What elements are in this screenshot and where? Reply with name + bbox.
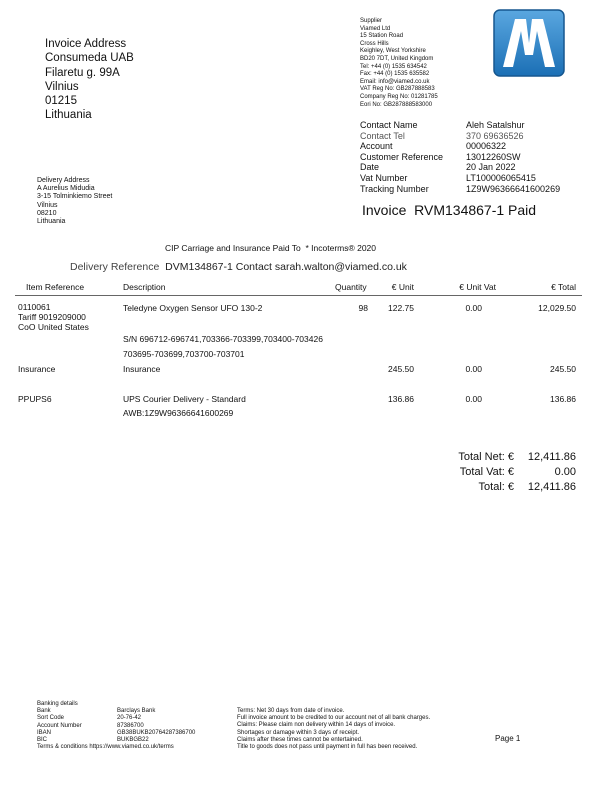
bank-label: Account Number: [37, 722, 82, 729]
contact-row: [360, 120, 560, 131]
total-net-label: Total Net: €: [458, 451, 514, 463]
item-description: Insurance: [123, 364, 161, 374]
contact-row: [360, 131, 560, 142]
bank-row: [37, 708, 195, 715]
item-quantity: 98: [358, 303, 368, 313]
contact-row: [360, 152, 560, 163]
item-serials: 703695-703699,703700-703701: [123, 349, 245, 359]
invoice-address: [45, 37, 134, 123]
terms-line: Terms: Net 30 days from date of invoice.: [237, 708, 345, 714]
contact-value: Aleh Satalshur: [466, 120, 525, 130]
item-unit-price: 122.75: [388, 303, 414, 313]
supplier-line: Tel: +44 (0) 1535 634542: [360, 63, 427, 70]
item-unit-price: 136.86: [388, 394, 414, 404]
delivery-reference-value: DVM134867-1 Contact sarah.walton@viamed.co.uk: [165, 261, 407, 273]
contact-value: 13012260SW: [466, 151, 521, 162]
item-serials: S/N 696712-696741,703366-703399,703400-703426: [123, 334, 323, 344]
total-value: 12,411.86: [527, 481, 576, 493]
supplier-line: Eori No: GB287888583000: [360, 101, 433, 108]
contact-label: Contact Tel: [360, 130, 405, 141]
delivery-address-line: 3-15 Tolminkiemo Street: [37, 193, 113, 201]
delivery-address-line: Lithuania: [37, 218, 66, 226]
delivery-address-line: Vilnius: [37, 201, 58, 209]
supplier-line: Fax: +44 (0) 1535 635582: [360, 71, 430, 78]
bank-value: Barclays Bank: [117, 708, 156, 715]
terms-link[interactable]: Terms & conditions https://www.viamed.co.uk/terms: [37, 744, 174, 751]
item-reference: PPUPS6: [18, 394, 52, 404]
total-label: Total: €: [478, 481, 514, 493]
supplier-line: Keighley, West Yorkshire: [360, 48, 426, 55]
invoice-address-line: Consumeda UAB: [45, 52, 134, 65]
terms-line: Claims: Please claim non delivery within 14 days of invoice.: [237, 722, 396, 729]
item-unit-vat: 0.00: [465, 303, 482, 313]
contact-label: Customer Reference: [360, 151, 444, 162]
bank-label: Bank: [37, 708, 51, 715]
contact-label: Vat Number: [360, 172, 408, 183]
supplier-line: BD20 7DT, United Kingdom: [360, 55, 434, 62]
incoterms-line: CIP Carriage and Insurance Paid To * Incoterms® 2020: [165, 243, 377, 253]
bank-row: [37, 723, 195, 730]
header-unit-vat: € Unit Vat: [459, 282, 496, 292]
invoice-address-line: Invoice Address: [45, 38, 127, 50]
bank-value: 20-76-42: [117, 715, 142, 722]
contact-value: 1Z9W96366641600269: [466, 183, 561, 194]
contact-label: Contact Name: [360, 120, 418, 130]
contact-label: Date: [360, 162, 380, 173]
supplier-line: Company Reg No: 01281785: [360, 93, 438, 100]
item-unit-price: 245.50: [388, 364, 414, 374]
terms-line: Claims after these times cannot be entertained.: [237, 736, 363, 743]
total-net-value: 12,411.86: [527, 451, 576, 463]
invoice-address-line: Lithuania: [45, 109, 92, 122]
supplier-line: Viamed Ltd: [360, 25, 391, 32]
page-number: Page 1: [495, 734, 521, 743]
delivery-reference: [70, 261, 407, 273]
invoice-title: Invoice RVM134867-1 Paid: [362, 202, 537, 218]
bank-label: IBAN: [37, 729, 52, 736]
contact-value: 370 69636526: [466, 130, 524, 141]
item-ref-line: Tariff 9019209000: [18, 311, 86, 322]
contact-row: [360, 141, 560, 152]
item-description: Teledyne Oxygen Sensor UFO 130-2: [123, 303, 263, 313]
item-reference: [18, 303, 89, 332]
terms-line: Full invoice amount to be credited to our account net of all bank charges.: [237, 715, 431, 722]
supplier-line: Cross Hills: [360, 40, 389, 47]
terms-line: Shortages or damage within 3 days of receipt.: [237, 729, 360, 736]
banking-details: [37, 701, 195, 751]
header-unit: € Unit: [391, 282, 414, 292]
item-total: 245.50: [550, 364, 576, 374]
item-reference: Insurance: [18, 364, 56, 374]
bank-value: 87386700: [117, 722, 144, 729]
delivery-address: [37, 177, 112, 226]
banking-title: Banking details: [37, 701, 78, 707]
supplier-line: Email: info@viamed.co.uk: [360, 78, 430, 85]
delivery-address-line: A Aurelius Midudia: [37, 185, 95, 193]
delivery-reference-label: Delivery Reference: [70, 261, 160, 273]
supplier-line: 15 Station Road: [360, 33, 404, 40]
contact-label: Account: [360, 141, 393, 152]
item-awb: AWB:1Z9W96366641600269: [123, 408, 234, 418]
contact-row: [360, 162, 560, 173]
contact-row: [360, 173, 560, 184]
invoice-address-line: Filaretu g. 99A: [45, 66, 120, 79]
header-divider: [15, 295, 582, 296]
supplier-block: [360, 18, 438, 109]
header-quantity: Quantity: [335, 282, 367, 292]
supplier-line: VAT Reg No: GB287888583: [360, 86, 435, 93]
contact-row: [360, 184, 560, 195]
invoice-address-line: Vilnius: [45, 80, 79, 93]
payment-terms: [237, 708, 430, 751]
terms-line: Title to goods does not pass until payment in full has been received.: [237, 744, 418, 751]
item-description: UPS Courier Delivery - Standard: [123, 394, 246, 404]
contact-value: LT100006065415: [466, 172, 536, 183]
header-description: Description: [123, 282, 166, 292]
item-ref-line: CoO United States: [18, 321, 89, 332]
bank-row: [37, 715, 195, 722]
delivery-address-line: 08210: [37, 209, 57, 217]
header-total: € Total: [551, 282, 576, 292]
header-item-reference: Item Reference: [26, 282, 85, 292]
bank-label: Sort Code: [37, 715, 65, 722]
viamed-logo-icon: [493, 9, 565, 77]
total-vat-value: 0.00: [554, 466, 576, 478]
contact-value: 00006322: [466, 141, 507, 152]
contact-value: 20 Jan 2022: [466, 162, 516, 173]
bank-row: [37, 730, 195, 737]
contact-details: [360, 120, 560, 194]
total-vat-label: Total Vat: €: [459, 466, 514, 478]
viamed-logo: [493, 9, 565, 77]
delivery-address-line: Delivery Address: [37, 177, 90, 184]
invoice-address-line: 01215: [45, 95, 77, 108]
item-total: 12,029.50: [538, 303, 576, 313]
item-ref-line: 0110061: [18, 302, 51, 312]
bank-value: GB38BUKB20764287386700: [117, 729, 196, 736]
contact-label: Tracking Number: [360, 183, 429, 194]
item-total: 136.86: [550, 394, 576, 404]
supplier-line: Supplier: [360, 18, 383, 24]
item-unit-vat: 0.00: [465, 364, 482, 374]
bank-row: [37, 737, 195, 744]
bank-label: BIC: [37, 737, 48, 744]
item-unit-vat: 0.00: [465, 394, 482, 404]
bank-value: BUKBGB22: [117, 737, 149, 744]
